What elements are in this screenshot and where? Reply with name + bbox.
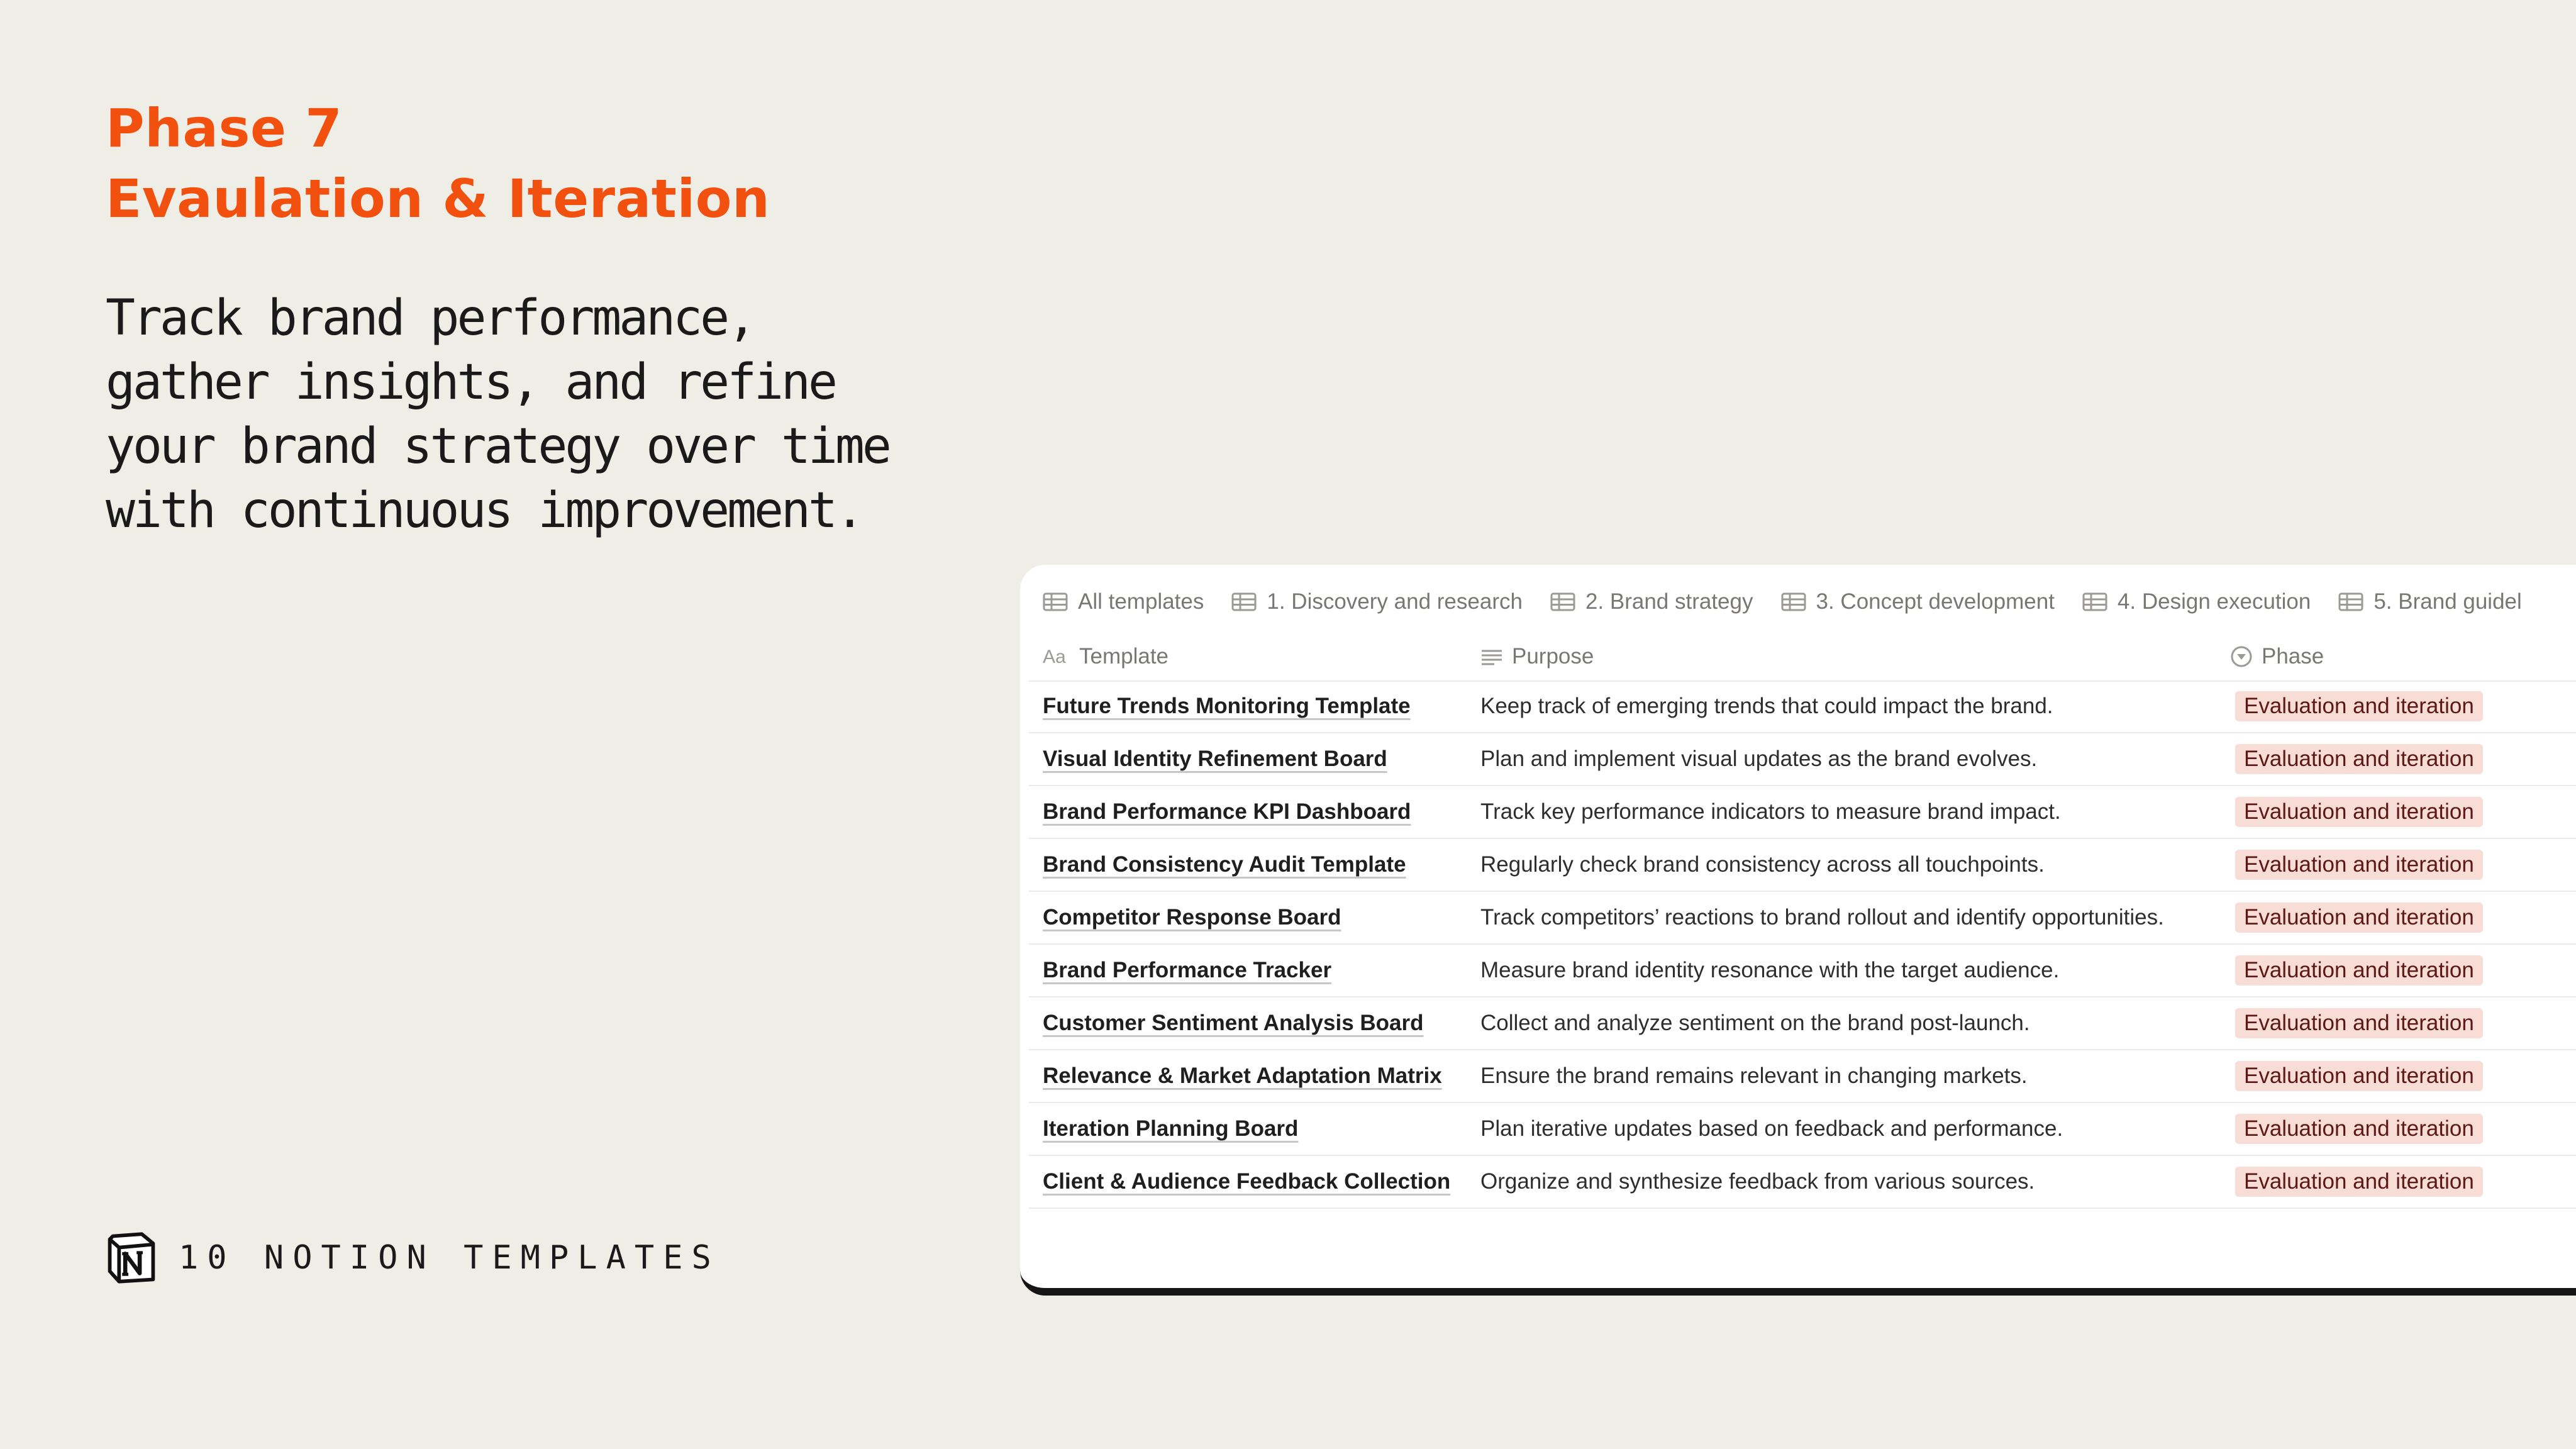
- table-body: [1029, 680, 2576, 1209]
- template-link[interactable]: Brand Performance Tracker: [1043, 958, 1332, 982]
- select-property-icon: [2230, 645, 2253, 668]
- column-label: Template: [1079, 644, 1169, 669]
- text-property-icon: [1043, 647, 1070, 666]
- column-header-template[interactable]: [1043, 644, 1464, 669]
- view-tabs: [1043, 581, 2522, 623]
- phase-tag[interactable]: Evaluation and iteration: [2235, 1008, 2483, 1038]
- view-tab[interactable]: [1550, 589, 1753, 614]
- phase-heading: [106, 93, 770, 234]
- phase-tag[interactable]: Evaluation and iteration: [2235, 744, 2483, 774]
- purpose-cell: Plan iterative updates based on feedback and performance.: [1480, 1116, 2063, 1141]
- view-tab[interactable]: [1231, 589, 1523, 614]
- purpose-cell: Track competitors’ reactions to brand rollout and identify opportunities.: [1480, 905, 2164, 930]
- template-link[interactable]: Relevance & Market Adaptation Matrix: [1043, 1063, 1442, 1088]
- column-label: Phase: [2262, 644, 2324, 669]
- view-tab[interactable]: [2082, 589, 2311, 614]
- view-tab-label: 2. Brand strategy: [1585, 589, 1753, 614]
- column-header-phase[interactable]: [2230, 644, 2576, 669]
- phase-tag[interactable]: Evaluation and iteration: [2235, 1114, 2483, 1144]
- table-row[interactable]: [1029, 1050, 2576, 1103]
- purpose-cell: Regularly check brand consistency across all touchpoints.: [1480, 852, 2045, 877]
- purpose-cell: Collect and analyze sentiment on the brand post-launch.: [1480, 1011, 2030, 1035]
- view-tab-label: 5. Brand guidel: [2373, 589, 2522, 614]
- table-row[interactable]: [1029, 997, 2576, 1050]
- table-header: [1029, 633, 2576, 682]
- template-link[interactable]: Competitor Response Board: [1043, 905, 1341, 930]
- phase-tag[interactable]: Evaluation and iteration: [2235, 691, 2483, 721]
- brand-name: 10 NOTION TEMPLATES: [179, 1239, 720, 1277]
- table-icon: [2082, 592, 2107, 611]
- view-tab-label: 3. Concept development: [1816, 589, 2055, 614]
- brand-footer: [106, 1230, 720, 1286]
- template-link[interactable]: Future Trends Monitoring Template: [1043, 694, 1411, 718]
- phase-title: Phase 7: [106, 97, 343, 159]
- template-link[interactable]: Customer Sentiment Analysis Board: [1043, 1011, 1424, 1035]
- purpose-cell: Organize and synthesize feedback from various sources.: [1480, 1169, 2035, 1194]
- table-icon: [1781, 592, 1806, 611]
- template-link[interactable]: Client & Audience Feedback Collection: [1043, 1169, 1451, 1194]
- purpose-cell: Ensure the brand remains relevant in changing markets.: [1480, 1063, 2028, 1088]
- template-link[interactable]: Brand Consistency Audit Template: [1043, 852, 1406, 877]
- table-icon: [2338, 592, 2363, 611]
- purpose-cell: Track key performance indicators to measure brand impact.: [1480, 799, 2061, 824]
- table-icon: [1043, 592, 1068, 611]
- phase-tag[interactable]: Evaluation and iteration: [2235, 1061, 2483, 1091]
- template-link[interactable]: Visual Identity Refinement Board: [1043, 747, 1387, 771]
- template-link[interactable]: Iteration Planning Board: [1043, 1116, 1299, 1141]
- phase-tag[interactable]: Evaluation and iteration: [2235, 955, 2483, 985]
- lines-property-icon: [1480, 647, 1503, 666]
- phase-tag[interactable]: Evaluation and iteration: [2235, 797, 2483, 827]
- svg-text:Aa: Aa: [1043, 647, 1066, 666]
- table-row[interactable]: [1029, 786, 2576, 839]
- table-row[interactable]: [1029, 1156, 2576, 1209]
- column-label: Purpose: [1512, 644, 1594, 669]
- view-tab-label: 1. Discovery and research: [1267, 589, 1523, 614]
- table-row[interactable]: [1029, 680, 2576, 733]
- phase-tag[interactable]: Evaluation and iteration: [2235, 902, 2483, 933]
- notion-logo-icon: [106, 1232, 157, 1284]
- purpose-cell: Measure brand identity resonance with the target audience.: [1480, 958, 2060, 982]
- phase-description: Track brand performance, gather insights, and refine your brand strategy over time with continuous improvement.: [106, 290, 889, 539]
- phase-tag[interactable]: Evaluation and iteration: [2235, 1167, 2483, 1197]
- table-icon: [1231, 592, 1257, 611]
- table-icon: [1550, 592, 1575, 611]
- view-tab[interactable]: [2338, 589, 2521, 614]
- template-link[interactable]: Brand Performance KPI Dashboard: [1043, 799, 1411, 824]
- column-header-purpose[interactable]: [1480, 644, 2216, 669]
- view-tab[interactable]: [1043, 589, 1204, 614]
- purpose-cell: Keep track of emerging trends that could impact the brand.: [1480, 694, 2053, 718]
- view-tab-label: All templates: [1078, 589, 1204, 614]
- table-row[interactable]: [1029, 733, 2576, 786]
- purpose-cell: Plan and implement visual updates as the brand evolves.: [1480, 747, 2038, 771]
- database-panel: [1020, 565, 2576, 1296]
- phase-subtitle: Evaulation & Iteration: [106, 168, 770, 230]
- table-row[interactable]: [1029, 945, 2576, 997]
- phase-tag[interactable]: Evaluation and iteration: [2235, 850, 2483, 880]
- view-tab[interactable]: [1781, 589, 2055, 614]
- table-row[interactable]: [1029, 892, 2576, 945]
- table-row[interactable]: [1029, 1103, 2576, 1156]
- table-row[interactable]: [1029, 839, 2576, 892]
- view-tab-label: 4. Design execution: [2117, 589, 2311, 614]
